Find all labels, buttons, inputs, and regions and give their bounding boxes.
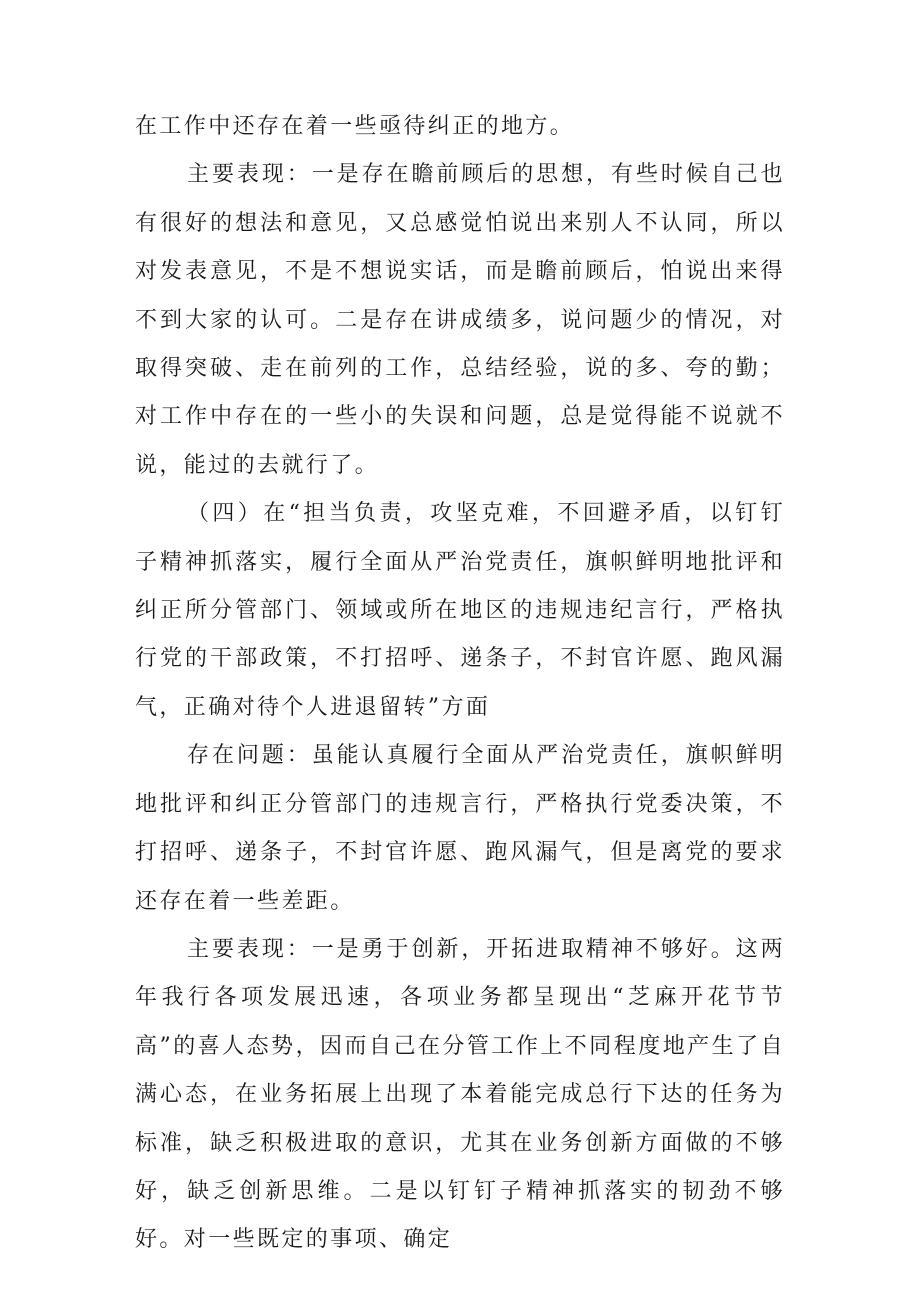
paragraph-existing-problems: 存在问题：虽能认真履行全面从严治党责任，旗帜鲜明地批评和纠正分管部门的违规言行，严格执行党委决策，不打招呼、递条子，不封官许愿、跑风漏气，但是离党的要求还存在着一些差距。 xyxy=(135,743,785,914)
document-page xyxy=(135,103,785,1265)
paragraph-section-heading-4: （四）在“担当负责，攻坚克难，不回避矛盾，以钉钉子精神抓落实，履行全面从严治党责任，旗帜鲜明地批评和纠正所分管部门、领域或所在地区的违规违纪言行，严格执行党的干部政策，不打招呼、递条子，不封官许愿、跑风漏气，正确对待个人进退留转”方面 xyxy=(135,501,785,720)
paragraph-main-manifestation-2: 主要表现：一是勇于创新，开拓进取精神不够好。这两年我行各项发展迅速，各项业务都呈现出“芝麻开花节节高”的喜人态势，因而自己在分管工作上不同程度地产生了自满心态，在业务拓展上出现了本着能完成总行下达的任务为标准，缺乏积极进取的意识，尤其在业务创新方面做的不够好，缺乏创新思维。二是以钉钉子精神抓落实的韧劲不够好。对一些既定的事项、确定 xyxy=(135,936,785,1253)
paragraph-continuation: 在工作中还存在着一些亟待纠正的地方。 xyxy=(135,114,575,139)
paragraph-main-manifestation-1: 主要表现：一是存在瞻前顾后的思想，有些时候自己也有很好的想法和意见，又总感觉怕说出来别人不认同，所以对发表意见，不是不想说实话，而是瞻前顾后，怕说出来得不到大家的认可。二是存在讲成绩多，说问题少的情况，对取得突破、走在前列的工作，总结经验，说的多、夸的勤；对工作中存在的一些小的失误和问题，总是觉得能不说就不说，能过的去就行了。 xyxy=(135,162,785,478)
